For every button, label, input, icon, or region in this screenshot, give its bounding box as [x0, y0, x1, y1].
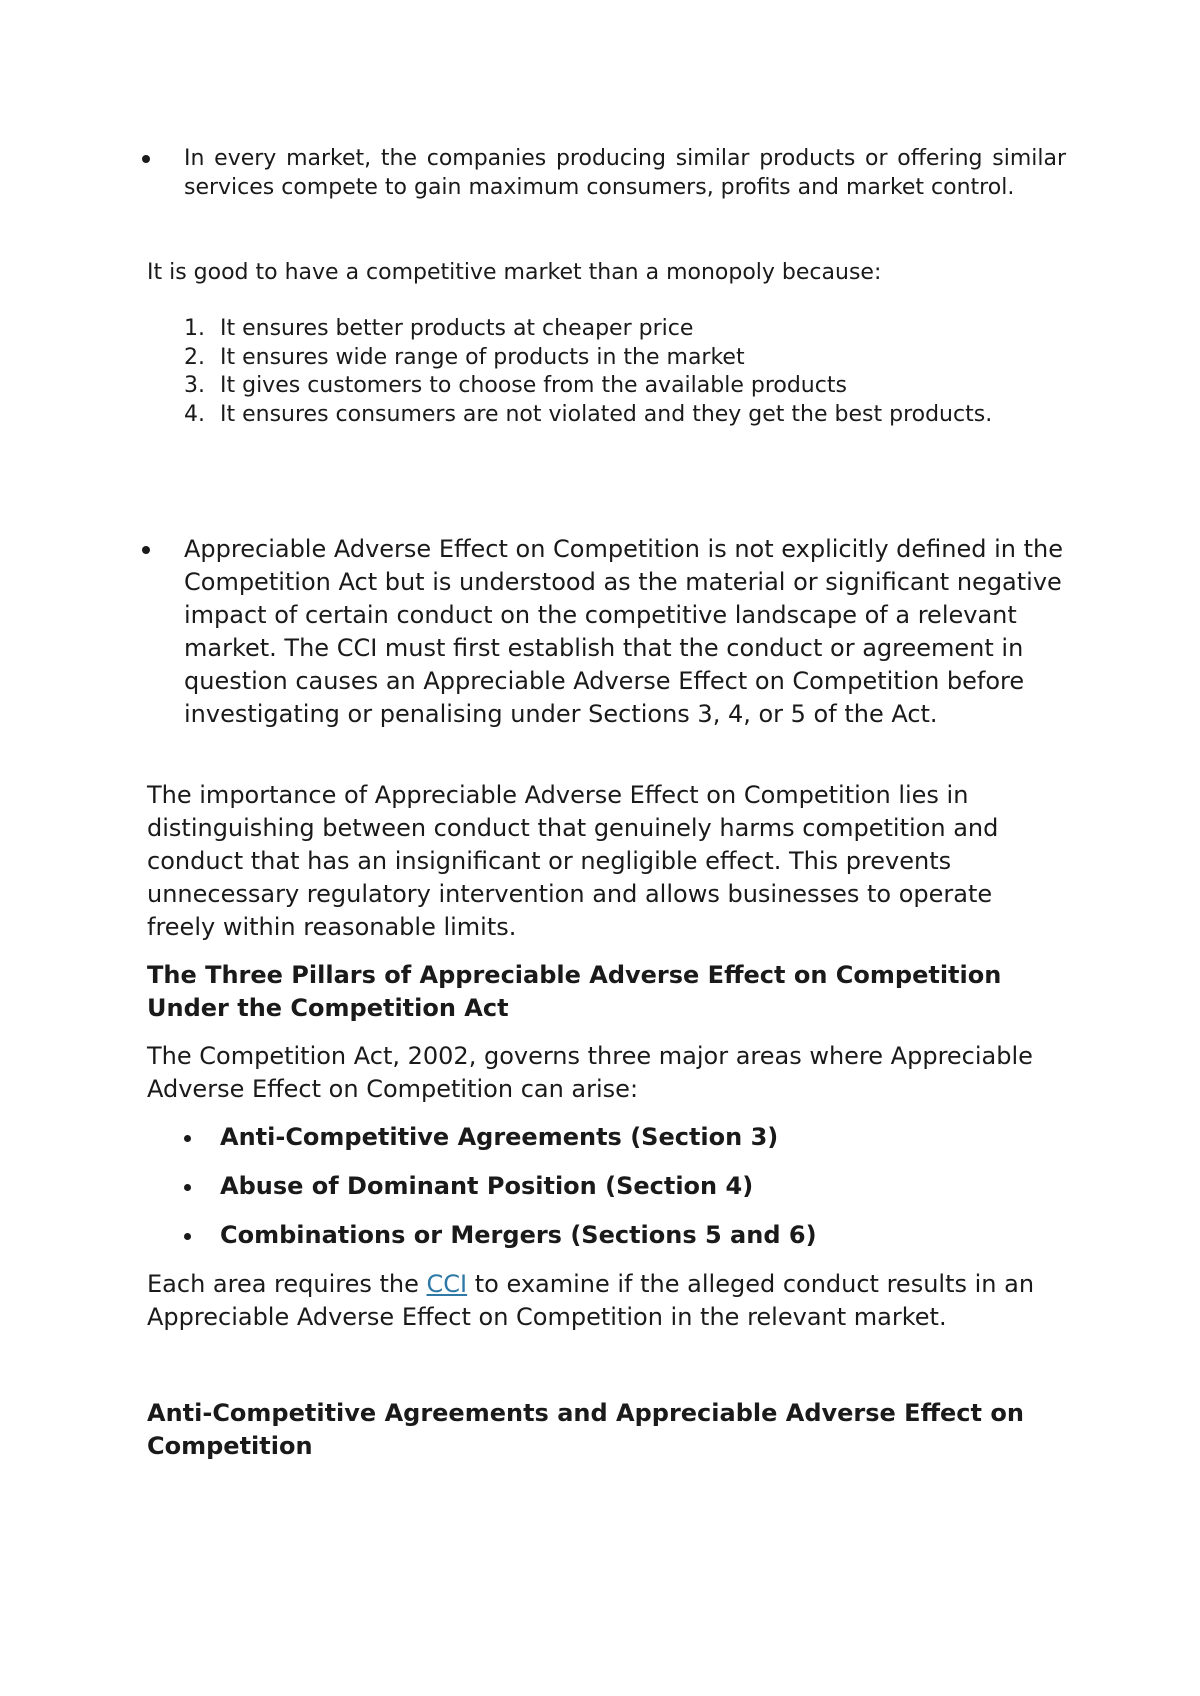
bullet-marker	[142, 155, 150, 163]
reasons-list	[184, 315, 1066, 429]
each-area-paragraph	[147, 1268, 1067, 1334]
competitive-intro-text: It is good to have a competitive market than a monopoly because:	[147, 260, 882, 285]
intro-bullet-text: In every market, the companies producing similar products or offering similar services compete to gain maximum consumers, profits and market control.	[184, 146, 1066, 200]
reason-item	[184, 401, 1066, 430]
reason-text: It ensures wide range of products in the market	[220, 344, 745, 370]
importance-paragraph: The importance of Appreciable Adverse Effect on Competition lies in distinguishing between conduct that genuinely harms competition and conduct that has an insignificant or negligible effect. This prevents unnecessary regulatory intervention and allows businesses to operate freely within reasonable limits.	[147, 781, 999, 941]
pillars-heading: The Three Pillars of Appreciable Adverse Effect on Competition Under the Competition Act	[147, 961, 1002, 1022]
pillar-item	[184, 1170, 1064, 1219]
pillar-item	[184, 1121, 1064, 1170]
reason-number: 1.	[184, 316, 205, 341]
reason-item	[184, 344, 1066, 373]
bullet-marker	[184, 1233, 191, 1240]
bullet-marker	[142, 546, 150, 554]
aaec-bullet-text: Appreciable Adverse Effect on Competition is not explicitly defined in the Competition Act but is understood as the material or significant negative impact of certain conduct on the competitive landscape of a relevant market. The CCI must first establish that the conduct or agreement in question causes an Appreciable Adverse Effect on Competition before investigating or penalising under Sections 3, 4, or 5 of the Act.	[184, 535, 1064, 728]
reason-number: 2.	[184, 344, 205, 370]
pillar-text: Anti-Competitive Agreements (Section 3)	[220, 1123, 779, 1151]
agreements-heading: Anti-Competitive Agreements and Appreciable Adverse Effect on Competition	[147, 1399, 1024, 1460]
governs-paragraph: The Competition Act, 2002, governs three major areas where Appreciable Adverse Effect on Competition can arise:	[147, 1042, 1033, 1103]
pillar-text: Abuse of Dominant Position (Section 4)	[220, 1172, 754, 1200]
cci-link[interactable]: CCI	[426, 1270, 468, 1298]
bullet-marker	[184, 1184, 191, 1191]
reason-text: It ensures consumers are not violated and they get the best products.	[220, 401, 993, 427]
reason-text: It ensures better products at cheaper price	[220, 316, 694, 341]
pillar-item	[184, 1219, 1064, 1268]
pillars-list	[184, 1121, 1064, 1268]
reason-number: 4.	[184, 401, 205, 427]
reason-text: It gives customers to choose from the available products	[220, 373, 847, 398]
bullet-marker	[184, 1135, 191, 1142]
reason-number: 3.	[184, 373, 205, 398]
reason-item	[184, 372, 1066, 401]
reason-item	[184, 315, 1066, 344]
each-area-text-after: to examine if the alleged conduct results in an Appreciable Adverse Effect on Competition in the relevant market.	[147, 1270, 1035, 1331]
each-area-text-before: Each area requires the	[147, 1270, 427, 1298]
pillar-text: Combinations or Mergers (Sections 5 and 6)	[220, 1221, 817, 1249]
